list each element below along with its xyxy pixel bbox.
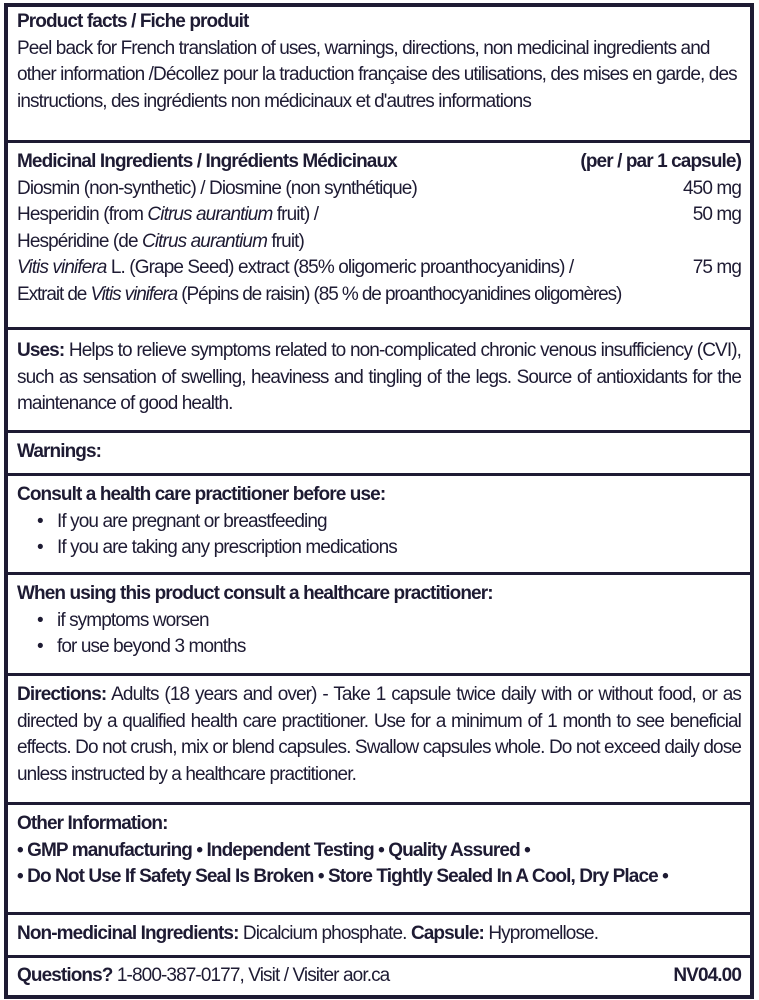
when-using-section — [8, 581, 750, 661]
list-item: • If you are taking any prescription medications — [37, 535, 741, 562]
divider — [8, 140, 750, 143]
ingredient-name-french: Hespéridine (de Citrus aurantium fruit) — [17, 230, 304, 252]
warnings-heading: Warnings: — [17, 441, 102, 462]
capsule-label: Capsule: — [410, 923, 484, 944]
directions-text: Adults (18 years and over) - Take 1 capsule twice daily with or without food, or as directed by a qualified health care practitioner. Use for a minimum of 1 month to see beneficial effects. Do not crush, mix or blend capsules. Swallow capsules whole. Do not exceed daily dose unless instructed by a healthcare practitioner. — [17, 684, 741, 785]
divider — [8, 912, 750, 915]
when-using-list — [17, 608, 741, 661]
warnings-section — [8, 439, 750, 466]
other-information-line: • GMP manufacturing • Independent Testing • Quality Assured • — [17, 839, 530, 861]
product-facts-heading: Product facts / Fiche produit — [17, 11, 249, 32]
ingredient-row — [17, 176, 741, 203]
medicinal-ingredients-heading: Medicinal Ingredients / Ingrédients Médicinaux — [17, 151, 397, 172]
list-item: • if symptoms worsen — [37, 608, 741, 635]
capsule-text: Hypromellose. — [483, 923, 599, 944]
divider — [8, 430, 750, 433]
questions-label: Questions? — [17, 965, 113, 986]
ingredient-name-french: Extrait de Vitis vinifera (Pépins de raisin) (85 % de proanthocyanidines oligomères) — [17, 283, 622, 305]
ingredient-name: Vitis vinifera L. (Grape Seed) extract (85% oligomeric proanthocyanidins) / — [17, 257, 574, 278]
divider — [8, 572, 750, 575]
per-capsule-label: (per / par 1 capsule) — [580, 151, 741, 172]
list-item: • for use beyond 3 months — [37, 634, 741, 661]
when-using-heading: When using this product consult a healthcare practitioner: — [17, 583, 493, 604]
list-item: • If you are pregnant or breastfeeding — [37, 509, 741, 536]
product-facts-label — [4, 3, 754, 999]
non-medicinal-text: Dicalcium phosphate. — [238, 923, 411, 944]
consult-list — [17, 509, 741, 562]
divider — [8, 473, 750, 476]
product-facts-text: Peel back for French translation of uses, warnings, directions, non medicinal ingredients and other information /Décollez pour la traduction française des utilisations, des mises en garde, des instructions, des ingrédients non médicinaux et d'autres informations — [17, 37, 737, 112]
consult-section — [8, 482, 750, 562]
ingredient-amount: 75 mg — [692, 257, 741, 278]
directions-label: Directions: — [17, 684, 107, 705]
questions-section — [8, 963, 750, 990]
ingredient-name: Hesperidin (from Citrus aurantium fruit) / — [17, 204, 319, 225]
non-medicinal-section — [8, 921, 750, 948]
divider — [8, 802, 750, 805]
divider — [8, 955, 750, 958]
uses-text: Helps to relieve symptoms related to non-complicated chronic venous insufficiency (CVI), such as sensation of swelling, heaviness and tingling of the legs. Source of antioxidants for the maintenance of good health. — [17, 340, 741, 414]
ingredient-name: Diosmin (non-synthetic) / Diosmine (non synthétique) — [17, 177, 417, 199]
other-information-heading: Other Information: — [17, 813, 168, 834]
uses-section — [8, 338, 750, 418]
product-code: NV04.00 — [673, 965, 741, 986]
directions-section — [8, 682, 750, 788]
ingredient-amount: 450 mg — [683, 177, 741, 199]
product-facts-section — [8, 9, 750, 115]
medicinal-ingredients-section — [8, 149, 750, 308]
questions-text: 1-800-387-0177, Visit / Visiter aor.ca — [112, 965, 390, 986]
ingredient-amount: 50 mg — [692, 204, 741, 225]
divider — [8, 673, 750, 676]
consult-heading: Consult a health care practitioner before use: — [17, 484, 386, 505]
ingredient-row — [17, 255, 741, 282]
other-information-line: • Do Not Use If Safety Seal Is Broken • Store Tightly Sealed In A Cool, Dry Place • — [17, 866, 668, 887]
ingredient-row — [17, 202, 741, 229]
other-information-section — [8, 811, 750, 891]
divider — [8, 327, 750, 330]
non-medicinal-label: Non-medicinal Ingredients: — [17, 923, 239, 944]
uses-label: Uses: — [17, 340, 65, 361]
